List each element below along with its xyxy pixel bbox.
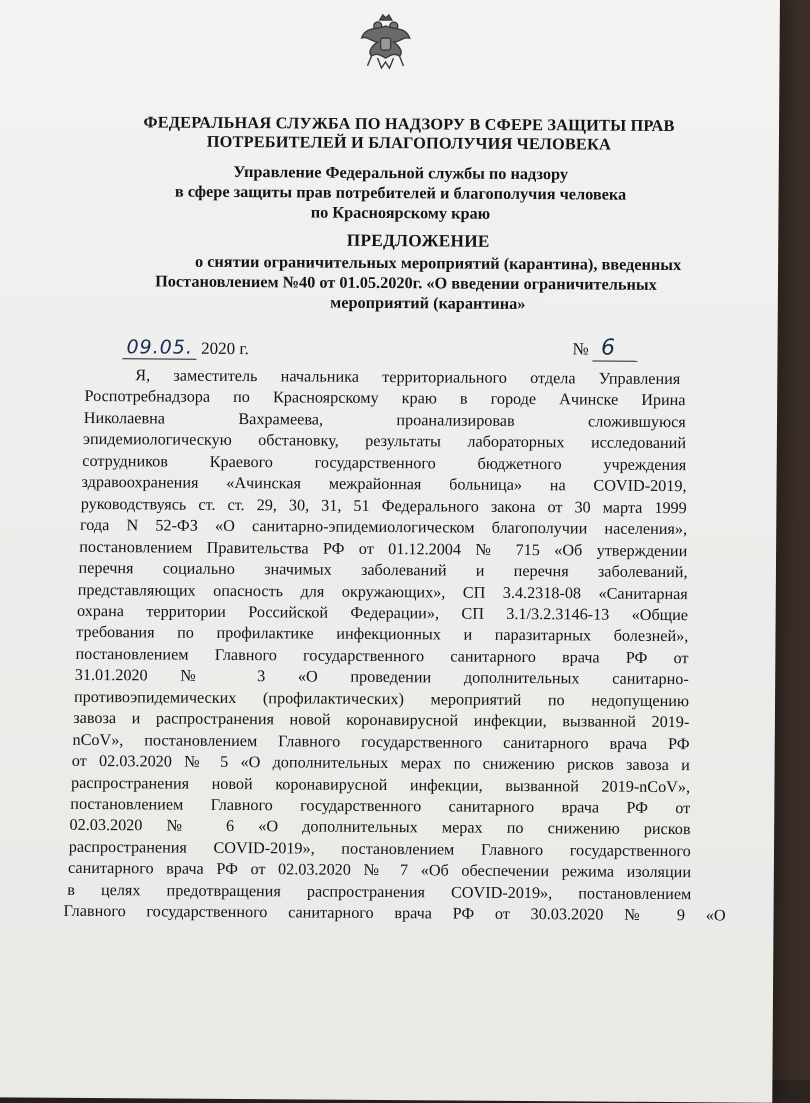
body-line: в целях предотвращения распространения COVID-2019», постановлением: [67, 880, 692, 903]
number-label: №: [572, 339, 589, 359]
department-line-2: в сфере защиты прав потребителей и благополучия человека: [174, 181, 627, 204]
body-line: эпидемиологическую обстановку, результаты лабораторных исследований: [82, 430, 687, 453]
body-line: nCoV», постановлением Главного государственного санитарного врача РФ: [72, 730, 690, 753]
subject-line-3: мероприятий (карантина»: [330, 292, 526, 314]
department-line-1: Управление Федеральной службы по надзору: [233, 161, 569, 184]
body-line: Я, заместитель начальника территориального отдела Управления: [135, 366, 681, 389]
body-line: распространения новой коронавирусной инфекции, вызванной 2019-nCoV»,: [70, 773, 691, 796]
body-line: охрана территории Российской Федерации», СП 3.1/3.2.3146-13 «Общие: [76, 601, 689, 625]
handwritten-date: 09.05.: [122, 336, 197, 360]
document-date: [122, 336, 248, 359]
document-number: [572, 335, 638, 360]
body-line: года N 52-ФЗ «О санитарно-эпидемиологическом благополучии населения»,: [79, 516, 688, 539]
handwritten-number: 6: [593, 335, 638, 361]
body-line: санитарного врача РФ от 02.03.2020 № 7 «Об обеспечении режима изоляции: [67, 859, 692, 882]
body-line: постановлением Правительства РФ от 01.12.2004 № 715 «Об утверждении: [79, 537, 688, 560]
body-line: распространения COVID-2019», постановлением Главного государственного: [68, 837, 691, 861]
department-line-3: по Красноярскому краю: [310, 202, 491, 223]
agency-name-line-1: ФЕДЕРАЛЬНАЯ СЛУЖБА ПО НАДЗОРУ В СФЕРЕ ЗАЩИТЫ ПРАВ: [143, 112, 675, 136]
agency-name-line-2: ПОТРЕБИТЕЛЕЙ И БЛАГОПОЛУЧИЯ ЧЕЛОВЕКА: [206, 131, 612, 154]
body-line: от 02.03.2020 № 5 «О дополнительных мерах по снижению рисков завоза и: [71, 751, 690, 775]
body-line: представляющих опасность для окружающих», СП 3.4.2318-08 «Санитарная: [77, 580, 688, 603]
body-line: перечня социально значимых заболеваний и перечня заболеваний,: [78, 558, 688, 582]
body-line: сотрудников Краевого государственного бюджетного учреждения: [82, 451, 687, 474]
body-line: постановлением Главного государственного санитарного врача РФ от: [70, 794, 691, 818]
body-line: 31.01.2020 № 3 «О проведении дополнительных санитарно-: [74, 666, 689, 689]
subject-line-2: Постановлением №40 от 01.05.2020г. «О введении ограничительных: [155, 271, 657, 294]
body-line: здравоохранения «Ачинская межрайонная больница» на COVID-2019,: [81, 473, 687, 496]
document-title: ПРЕДЛОЖЕНИЕ: [346, 230, 490, 251]
body-line: завоза и распространения новой коронавирусной инфекции, вызванной 2019-: [73, 709, 690, 732]
body-line: противоэпидемических (профилактических) мероприятий по недопущению: [73, 687, 690, 710]
body-line: требования по профилактике инфекционных и паразитарных болезней»,: [76, 623, 689, 646]
body-line: Николаевна Вахрамеева, проанализировав сложившуюся: [83, 408, 686, 432]
body-line: Главного государственного санитарного врача РФ от 30.03.2020 № 9 «О: [63, 902, 726, 925]
body-line: 02.03.2020 № 6 «О дополнительных мерах по снижению рисков: [69, 816, 691, 839]
double-headed-eagle-emblem: [357, 12, 413, 76]
body-line: Роспотребнадзора по Красноярскому краю в городе Ачинске Ирина: [84, 387, 686, 410]
body-line: руководствуясь ст. ст. 29, 30, 31, 51 Федерального закона от 30 марта 1999: [80, 494, 687, 517]
subject-line-1: о снятии ограничительных мероприятий (карантина), введенных: [194, 251, 682, 275]
date-year: 2020 г.: [201, 338, 249, 359]
body-line: постановлением Главного государственного санитарного врача РФ от: [75, 644, 689, 668]
